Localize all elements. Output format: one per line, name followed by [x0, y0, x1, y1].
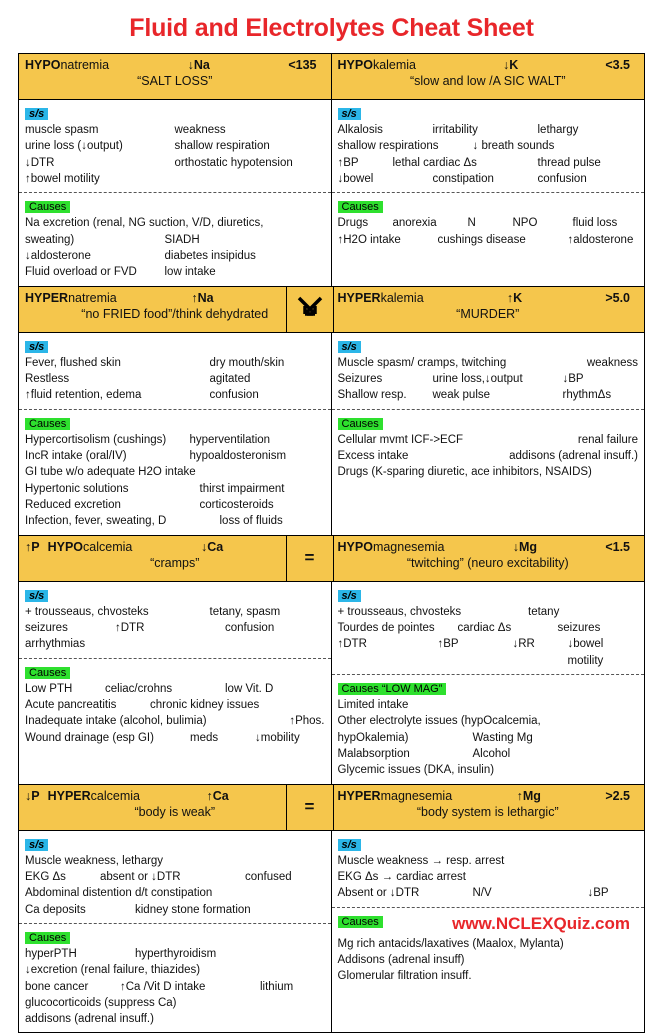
ss-tag: s/s — [338, 839, 361, 851]
text: ↓excretion (renal failure, thiazides) — [25, 964, 201, 977]
ss-tag: s/s — [25, 590, 48, 602]
text: addisons (adrenal insuff.) — [25, 1013, 154, 1026]
header-hypermagnesemia — [304, 785, 645, 831]
text: Na excretion (renal, NG suction, V/D, diuretics, — [25, 217, 264, 230]
text: hyperthyroidism — [135, 947, 217, 960]
text: ↓mobility — [255, 731, 300, 744]
ss-hypokalemia — [332, 100, 645, 192]
text: Cellular mvmt ICF->ECF — [337, 433, 464, 446]
symbol-hypomagnesemia: ↓Mg — [512, 539, 538, 554]
causes-tag: Causes “LOW MAG” — [338, 683, 447, 695]
text: Reduced excretion — [25, 498, 121, 511]
text: ↑DTR — [115, 621, 145, 634]
text: Addisons (adrenal insuff) — [337, 953, 465, 966]
symbol-hypernatremia: ↑Na — [191, 290, 214, 305]
text: confusion — [209, 389, 259, 402]
value-hypomagnesemia: <1.5 — [605, 539, 630, 554]
causes-hypercalcemia — [19, 923, 331, 1033]
text: Alcohol — [472, 747, 511, 760]
title-hypernatremia: HYPERnatremia — [25, 290, 117, 305]
text: IncR intake (oral/IV) — [25, 449, 127, 462]
text: ↓DTR — [25, 156, 55, 169]
watermark: www.NCLEXQuiz.com — [452, 913, 630, 933]
ss-hypercalcemia — [19, 831, 331, 923]
subtitle-hypokalemia: “slow and low /A SIC WALT” — [409, 74, 566, 88]
causes-tag: Causes — [25, 932, 70, 944]
phosphorus-marker-hypercalcemia: ↓P — [25, 788, 40, 803]
text: shallow respiration — [174, 140, 270, 153]
text: weak pulse — [432, 389, 491, 402]
row-hypo-ca-mg — [19, 535, 644, 784]
ss-tag: s/s — [338, 108, 361, 120]
text: thread pulse — [537, 156, 601, 169]
page-title: Fluid and Electrolytes Cheat Sheet — [129, 14, 534, 42]
header-hyponatremia — [19, 54, 331, 100]
ss-tag: s/s — [338, 590, 361, 602]
title-hypermagnesemia: HYPERmagnesemia — [337, 788, 453, 803]
text: Fever, flushed skin — [25, 356, 121, 369]
text: arrhythmias — [25, 638, 86, 651]
title-hyponatremia: HYPOnatremia — [25, 58, 110, 72]
text: Other electrolyte issues (hypOcalcemia, — [337, 715, 541, 728]
symbol-hyponatremia: ↓Na — [187, 58, 210, 72]
text: loss of fluids — [219, 515, 283, 528]
subtitle-hypomagnesemia: “twitching” (neuro excitability) — [406, 555, 569, 570]
subtitle-hypercalcemia: “body is weak” — [134, 804, 216, 819]
text: Hypertonic solutions — [25, 482, 129, 495]
causes-hypocalcemia — [19, 658, 331, 751]
text: ↓BP — [562, 372, 584, 385]
text: Hypercortisolism (cushings) — [25, 433, 167, 446]
symbol-hyperkalemia: ↑K — [506, 290, 523, 305]
causes-tag: Causes — [25, 201, 70, 213]
text: ↑Phos. — [289, 715, 325, 728]
text: + trousseaus, chvosteks — [337, 605, 462, 618]
subtitle-hypernatremia: “no FRIED food”/think dehydrated — [81, 306, 269, 321]
causes-hypermagnesemia — [332, 907, 645, 990]
text: ↓bowel — [337, 172, 374, 185]
text: ↓bowel motility — [567, 638, 604, 667]
text: corticosteroids — [199, 498, 274, 511]
text: weakness — [586, 356, 638, 369]
cell-hypermagnesemia — [304, 785, 645, 1033]
text: Drugs (K-sparing diuretic, ace inhibitors, NSAIDS) — [337, 466, 592, 479]
text: hypOkalemia) — [337, 731, 409, 744]
text: irritability — [432, 124, 478, 136]
text: dry mouth/skin — [209, 356, 285, 369]
text: addisons (adrenal insuff.) — [509, 449, 638, 462]
text: urine loss,↓output — [432, 372, 523, 385]
phosphorus-marker-hypocalcemia: ↑P — [25, 539, 40, 554]
causes-tag: Causes — [338, 201, 383, 213]
text: Malabsorption — [337, 747, 410, 760]
text: orthostatic hypotension — [174, 156, 293, 169]
symbol-hypermagnesemia: ↑Mg — [516, 788, 541, 803]
text: weakness — [174, 124, 226, 136]
cell-hyperkalemia — [332, 287, 645, 535]
text: Absent or ↓DTR — [337, 887, 420, 900]
title-hypercalcemia: HYPERcalcemia — [47, 788, 140, 803]
text: low intake — [164, 266, 216, 279]
header-hyperkalemia — [332, 287, 645, 333]
text: Muscle weakness, lethargy — [25, 854, 164, 867]
causes-tag: Causes — [25, 418, 70, 430]
cell-hypokalemia — [332, 54, 645, 286]
equals-sign: = — [304, 548, 315, 568]
header-hypernatremia — [19, 287, 331, 333]
ss-hyperkalemia — [332, 333, 645, 409]
text: GI tube w/o adequate H2O intake — [25, 466, 196, 479]
text: ↑DTR — [337, 638, 367, 651]
text: confused — [245, 870, 292, 883]
text: celiac/crohns — [105, 682, 173, 695]
title-hypomagnesemia: HYPOmagnesemia — [337, 539, 445, 554]
text: thirst impairment — [199, 482, 285, 495]
text: EKG Δs — [25, 870, 66, 883]
text: Muscle weakness → resp. arrest — [337, 854, 505, 867]
ss-tag: s/s — [338, 341, 361, 353]
ss-hyponatremia — [19, 100, 331, 192]
text: constipation — [432, 172, 494, 185]
text: Seizures — [337, 372, 383, 385]
cell-hyponatremia — [19, 54, 332, 286]
text: cardiac Δs — [457, 621, 512, 634]
ss-hypocalcemia — [19, 582, 331, 658]
causes-hypomagnesemia — [332, 674, 645, 784]
causes-hypokalemia — [332, 192, 645, 253]
text: glucocorticoids (suppress Ca) — [25, 996, 177, 1009]
causes-tag: Causes — [25, 667, 70, 679]
symbol-hypocalcemia: ↓Ca — [200, 539, 224, 554]
symbol-hypercalcemia: ↑Ca — [206, 788, 229, 803]
text: hyperPTH — [25, 947, 77, 960]
text: ↑bowel motility — [25, 172, 100, 185]
text: confusion — [225, 621, 275, 634]
text: Wound drainage (esp GI) — [25, 731, 154, 744]
text: Mg rich antacids/laxatives (Maalox, Mylanta) — [337, 937, 564, 950]
ss-tag: s/s — [25, 839, 48, 851]
text: lethargy — [537, 124, 579, 136]
text: Fluid overload or FVD — [25, 266, 137, 279]
text: ↑Ca /Vit D intake — [120, 980, 206, 993]
text: sweating) — [25, 233, 75, 246]
cross-arrows-icon — [286, 287, 334, 332]
causes-hyponatremia — [19, 192, 331, 285]
equals-marker-hypermagnesemia — [286, 785, 334, 830]
text: Restless — [25, 372, 70, 385]
text: lethal cardiac Δs — [392, 156, 477, 169]
text: ↓BP — [587, 887, 609, 900]
text: N/V — [472, 887, 492, 900]
text: Ca deposits — [25, 903, 86, 916]
text: Muscle spasm/ cramps, twitching — [337, 356, 507, 369]
text: lithium — [260, 980, 294, 993]
row-hyper-na-k — [19, 286, 644, 535]
equals-sign: = — [304, 797, 315, 817]
text: tetany, spasm — [209, 605, 281, 618]
header-hypocalcemia — [19, 536, 331, 582]
equals-marker-hypomagnesemia — [286, 536, 334, 581]
text: ↑BP — [337, 156, 359, 169]
header-hypomagnesemia — [304, 536, 645, 582]
text: seizures — [25, 621, 68, 634]
title-hyperkalemia: HYPERkalemia — [337, 290, 424, 305]
text: Glomerular filtration insuff. — [337, 970, 472, 983]
text: ↑BP — [437, 638, 459, 651]
value-hypermagnesemia: >2.5 — [605, 788, 630, 803]
text: Alkalosis — [337, 124, 383, 136]
text: Shallow resp. — [337, 389, 407, 402]
row-hyper-ca-mg — [19, 784, 644, 1033]
header-hypercalcemia — [19, 785, 331, 831]
value-hyponatremia: <135 — [288, 58, 317, 72]
ss-hypermagnesemia — [332, 831, 645, 907]
text: muscle spasm — [25, 124, 99, 136]
text: ↓aldosterone — [25, 249, 91, 262]
text: ↓ breath sounds — [472, 140, 555, 153]
text: Acute pancreatitis — [25, 698, 117, 711]
text: Infection, fever, sweating, D — [25, 515, 167, 528]
text: chronic kidney issues — [150, 698, 260, 711]
title-hypokalemia: HYPOkalemia — [337, 58, 417, 72]
text: diabetes insipidus — [164, 249, 256, 262]
ss-tag: s/s — [25, 108, 48, 120]
text: bone cancer — [25, 980, 89, 993]
text: Inadequate intake (alcohol, bulimia) — [25, 715, 207, 728]
text: ↓RR — [512, 638, 535, 651]
text: EKG Δs → cardiac arrest — [337, 870, 466, 883]
text: shallow respirations — [337, 140, 439, 153]
subtitle-hyperkalemia: “MURDER” — [456, 306, 520, 321]
cheat-sheet — [18, 53, 645, 1033]
text: N — [467, 217, 476, 230]
text: anorexia — [392, 217, 437, 230]
subtitle-hypocalcemia: “cramps” — [150, 555, 200, 570]
text: fluid loss — [572, 217, 618, 230]
text: absent or ↓DTR — [100, 870, 181, 883]
causes-hyperkalemia — [332, 409, 645, 486]
text: Low PTH — [25, 682, 73, 695]
subtitle-hyponatremia: “SALT LOSS” — [137, 74, 213, 88]
text: tetany — [528, 605, 560, 618]
ss-hypomagnesemia — [332, 582, 645, 674]
value-hypokalemia: <3.5 — [605, 58, 630, 72]
text: rhythmΔs — [562, 389, 612, 402]
causes-tag: Causes — [338, 418, 383, 430]
text: Tourdes de pointes — [337, 621, 435, 634]
text: hypoaldosteronism — [189, 449, 287, 462]
causes-tag: Causes — [338, 916, 383, 928]
text: meds — [190, 731, 219, 744]
text: Limited intake — [337, 698, 409, 711]
text: Drugs — [337, 217, 369, 230]
text: NPO — [512, 217, 538, 230]
text: ↑H2O intake — [337, 233, 401, 246]
subtitle-hypermagnesemia: “body system is lethargic” — [416, 804, 559, 819]
text: Excess intake — [337, 449, 409, 462]
text: Abdominal distention d/t constipation — [25, 887, 213, 900]
text: renal failure — [577, 433, 638, 446]
text: + trousseaus, chvosteks — [25, 605, 149, 618]
text: ↑fluid retention, edema — [25, 389, 142, 402]
text: Wasting Mg — [472, 731, 533, 744]
row-hypo-na-k — [19, 54, 644, 286]
ss-tag: s/s — [25, 341, 48, 353]
symbol-hypokalemia: ↓K — [503, 58, 519, 72]
text: confusion — [537, 172, 587, 185]
text: hyperventilation — [189, 433, 271, 446]
text: ↑aldosterone — [567, 233, 634, 246]
text: seizures — [557, 621, 601, 634]
text: agitated — [209, 372, 251, 385]
title-hypocalcemia: HYPOcalcemia — [47, 539, 133, 554]
header-hypokalemia — [332, 54, 645, 100]
text: low Vit. D — [225, 682, 274, 695]
text: kidney stone formation — [135, 903, 251, 916]
text: urine loss (↓output) — [25, 140, 123, 153]
text: Glycemic issues (DKA, insulin) — [337, 764, 495, 777]
causes-hypernatremia — [19, 409, 331, 535]
ss-hypernatremia — [19, 333, 331, 409]
text: cushings disease — [437, 233, 526, 246]
value-hyperkalemia: >5.0 — [605, 290, 630, 305]
text: SIADH — [164, 233, 200, 246]
